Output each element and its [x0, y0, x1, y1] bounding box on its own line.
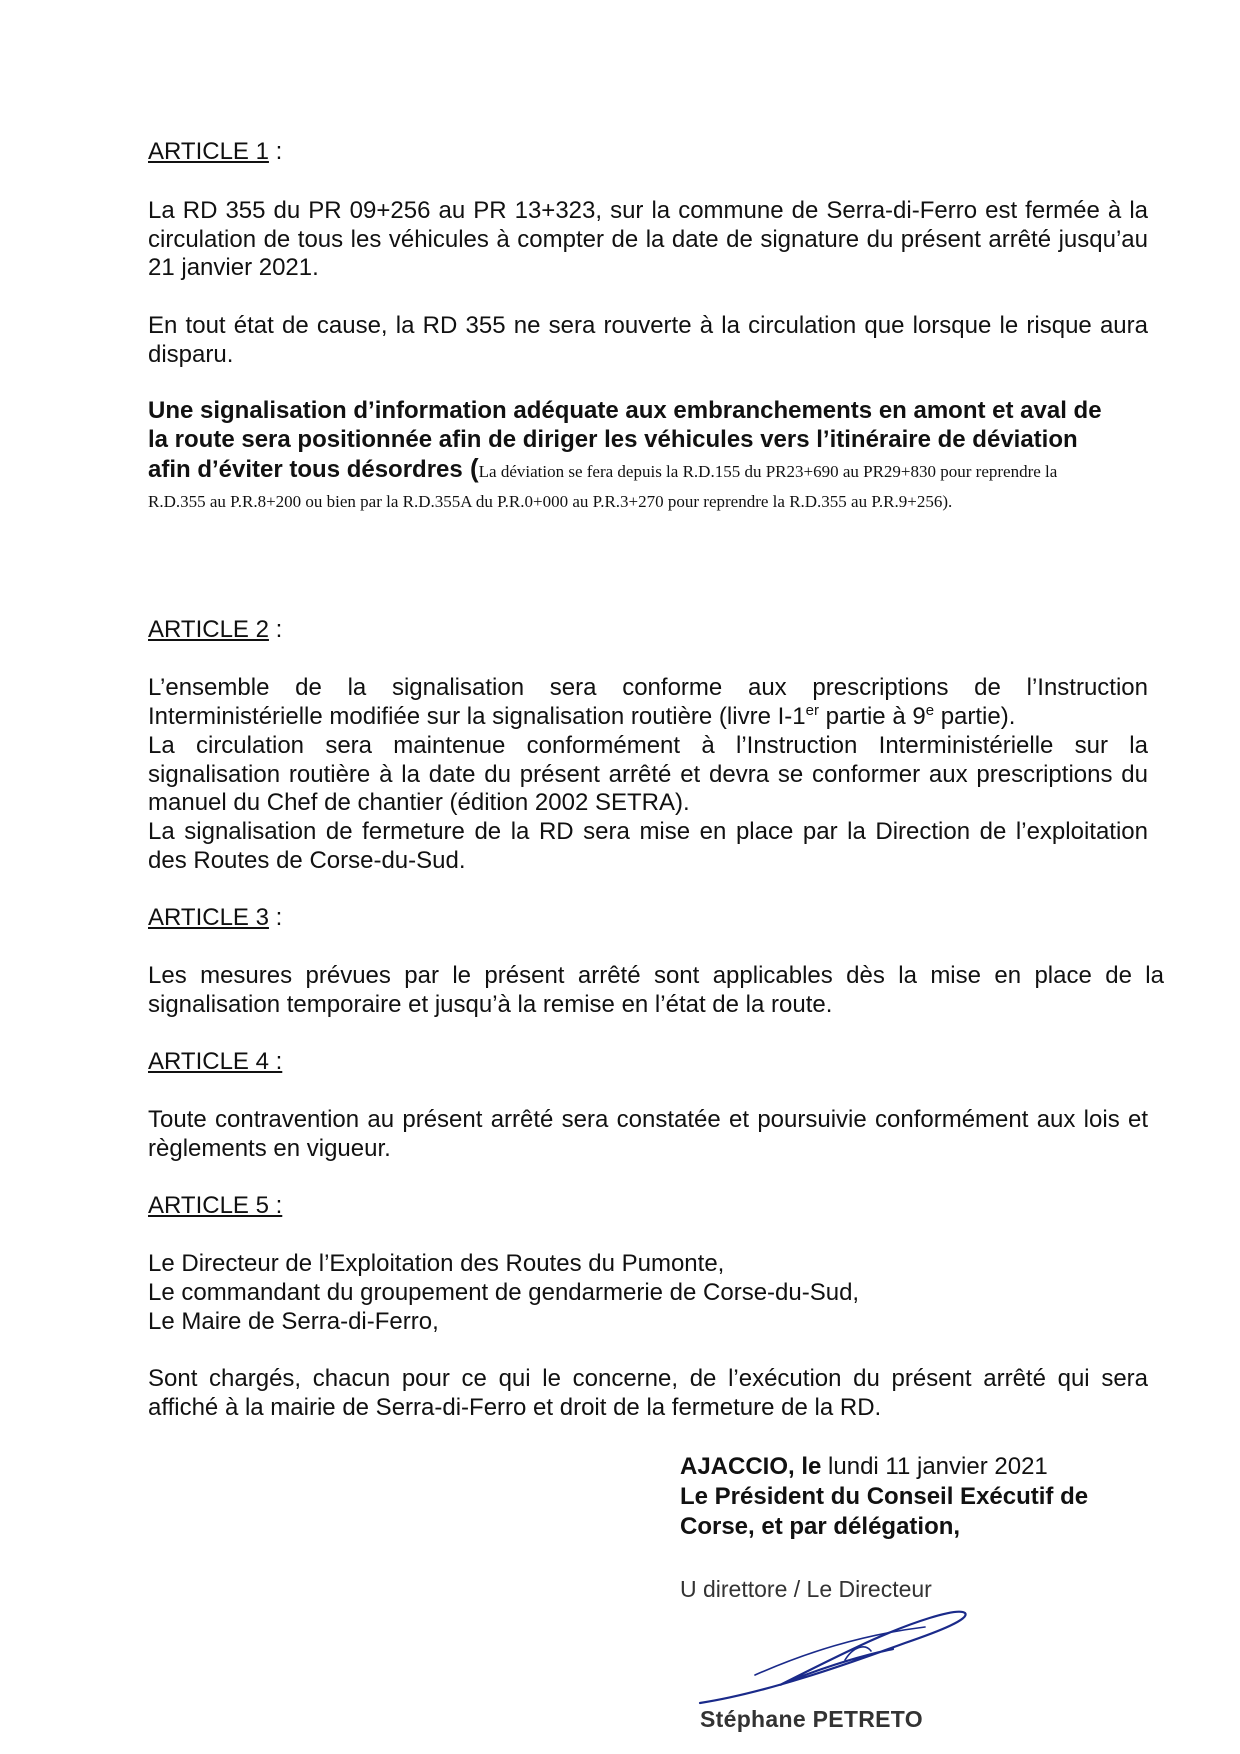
article-5-heading: ARTICLE 5 : — [148, 1192, 283, 1219]
article-4-heading: ARTICLE 4 : — [148, 1048, 283, 1075]
article-1-paragraph-3: Une signalisation d’information adéquate aux embranchements en amont et aval de la route sera positionnée afin de diriger les véhicules vers l’itinéraire de déviation afin d’éviter tous désordres (La déviation se fera depuis la R.D.155 du PR23+690 au PR29+830 pour reprendre la R.D.355 au P.R.8+200 ou bien par la R.D.355A du P.R.0+000 au P.R.3+270 pour reprendre la R.D.355 au P.R.9+256). — [148, 397, 1102, 511]
handwritten-signature — [695, 1605, 985, 1715]
article-2-paragraph-3: La signalisation de fermeture de la RD sera mise en place par la Direction de l’exploitation des Routes de Corse-du-Sud. — [148, 818, 1148, 874]
article-5-paragraph-2: Sont chargés, chacun pour ce qui le concerne, de l’exécution du présent arrêté qui sera affiché à la mairie de Serra-di-Ferro et droit de la fermeture de la RD. — [148, 1365, 1148, 1421]
signatory-name: Stéphane PETRETO — [700, 1706, 923, 1732]
article-1-paragraph-1: La RD 355 du PR 09+256 au PR 13+323, sur la commune de Serra-di-Ferro est fermée à la circulation de tous les véhicules à compter de la date de signature du présent arrêté jusqu’au 21 janvier 2021. — [148, 197, 1148, 281]
article-3-heading: ARTICLE 3 : — [148, 904, 283, 931]
signature-title-line-2: Corse, et par délégation, — [680, 1513, 961, 1540]
article-5-recipient-3: Le Maire de Serra-di-Ferro, — [148, 1308, 439, 1335]
article-2-paragraph-1: L’ensemble de la signalisation sera conforme aux prescriptions de l’Instruction Interministérielle modifiée sur la signalisation routière (livre I-1er partie à 9e partie). — [148, 674, 1148, 730]
article-4-paragraph-1: Toute contravention au présent arrêté sera constatée et poursuivie conformément aux lois et règlements en vigueur. — [148, 1106, 1148, 1162]
article-3-paragraph-1: Les mesures prévues par le présent arrêté sont applicables dès la mise en place de la signalisation temporaire et jusqu’à la remise en l’état de la route. — [148, 962, 1164, 1018]
article-1-paragraph-2: En tout état de cause, la RD 355 ne sera rouverte à la circulation que lorsque le risque aura disparu. — [148, 312, 1148, 368]
article-2-paragraph-2: La circulation sera maintenue conformément à l’Instruction Interministérielle sur la signalisation routière à la date du présent arrêté et devra se conformer aux prescriptions du manuel du Chef de chantier (édition 2002 SETRA). — [148, 732, 1148, 816]
article-5-recipient-2: Le commandant du groupement de gendarmerie de Corse-du-Sud, — [148, 1279, 860, 1306]
article-2-heading: ARTICLE 2 : — [148, 616, 283, 643]
signatory-role: U direttore / Le Directeur — [680, 1576, 932, 1602]
signature-title-line-1: Le Président du Conseil Exécutif de — [680, 1483, 1089, 1510]
article-1-heading: ARTICLE 1 : — [148, 138, 283, 165]
article-5-recipient-1: Le Directeur de l’Exploitation des Routes du Pumonte, — [148, 1250, 725, 1277]
signature-place-date: AJACCIO, le lundi 11 janvier 2021 — [680, 1453, 1048, 1480]
